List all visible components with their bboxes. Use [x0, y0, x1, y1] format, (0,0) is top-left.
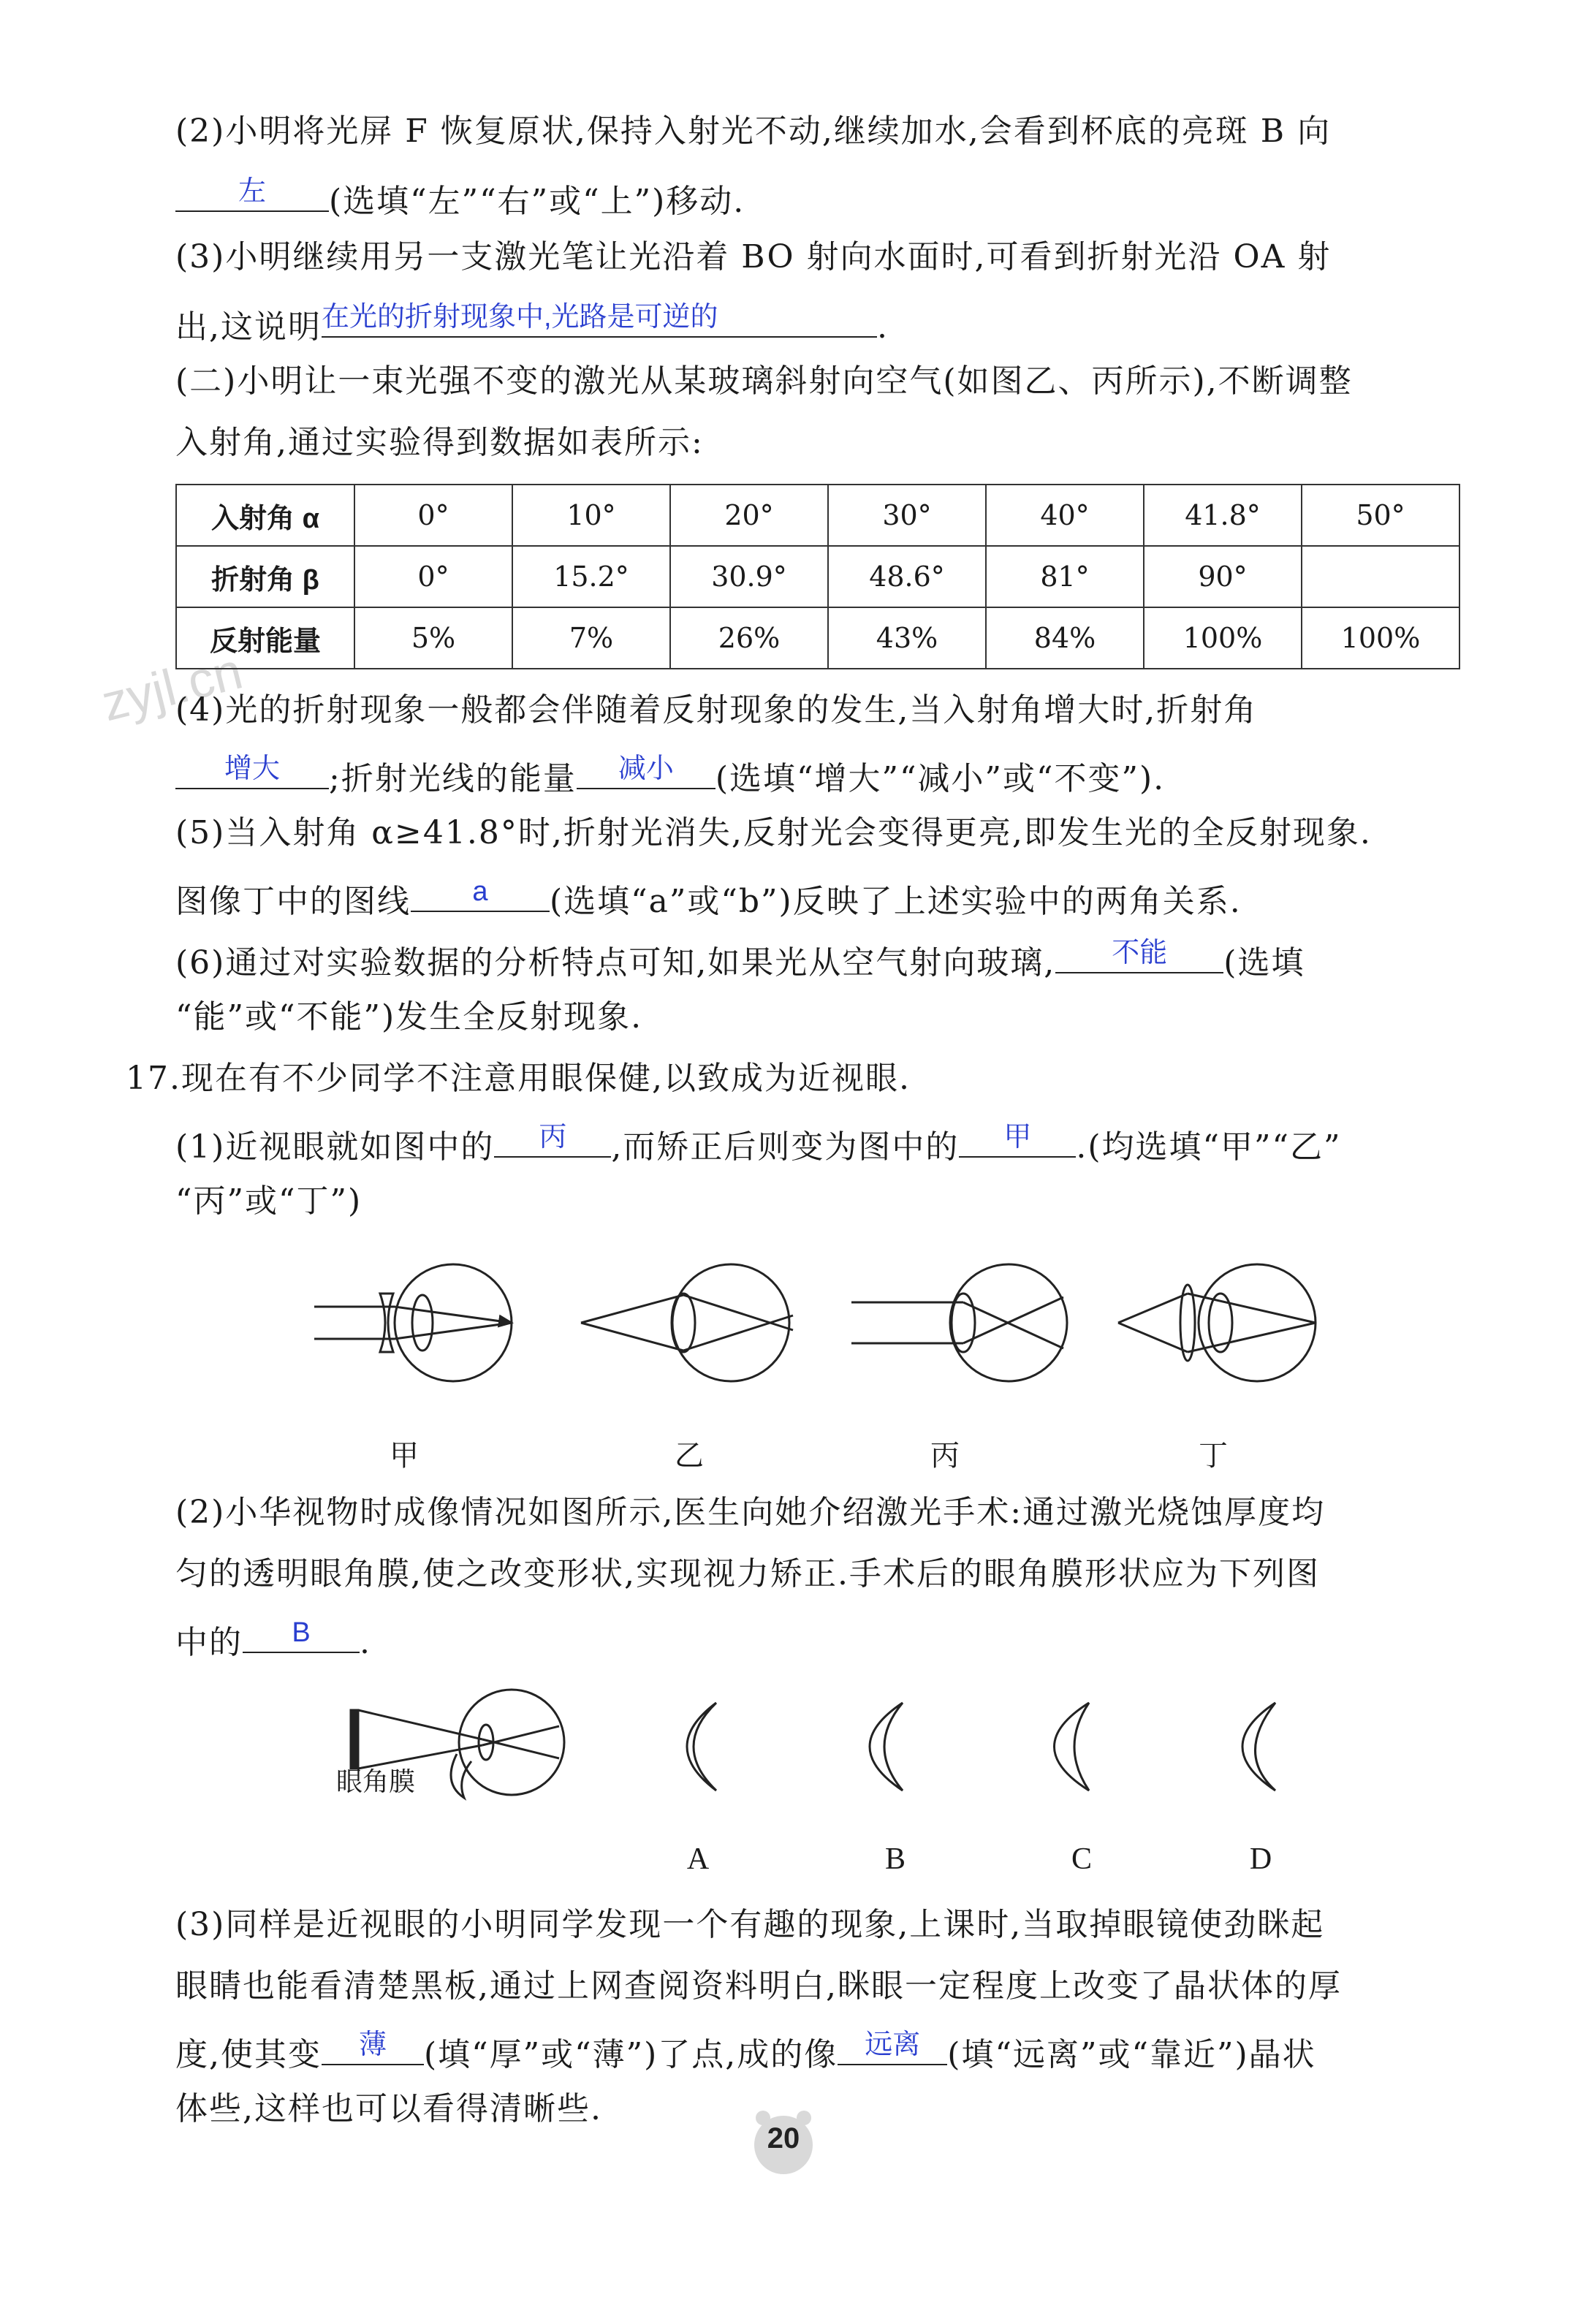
table-cell: 48.6° — [828, 546, 986, 607]
q17-p1-start: (1)近视眼就如图中的 — [175, 1128, 495, 1166]
q17-p2-line3 — [175, 1614, 371, 1665]
q16-p2-line2-rest: (选填“左”“右”或“上”)移动. — [329, 183, 745, 220]
q17-p3-line3-mid: (填“厚”或“薄”)了点,成的像 — [424, 2036, 838, 2073]
q16-p4-blank2[interactable] — [577, 750, 715, 789]
cornea-label: 眼角膜 — [336, 1766, 416, 1796]
q17-p2-answer: B — [292, 1617, 311, 1648]
q17-p1-blank1[interactable] — [494, 1118, 611, 1158]
eye-diagram-yi — [581, 1264, 793, 1381]
q16-p2-answer: 左 — [238, 176, 266, 207]
q17-p2-blank[interactable] — [243, 1614, 360, 1653]
watermark: zyjl.cn — [96, 642, 248, 732]
option-label-a: A — [686, 1842, 710, 1876]
q17-p3-blank1[interactable] — [322, 2026, 424, 2065]
q16-p4-line2 — [175, 750, 1165, 801]
option-label-d: D — [1249, 1842, 1272, 1876]
q16-p4-answer2: 减小 — [618, 753, 674, 784]
q16-p3-line2-end: . — [877, 308, 889, 346]
table-row-label: 入射角 α — [176, 485, 354, 546]
cornea-option-a — [687, 1703, 716, 1791]
q17-p3-line1: (3)同样是近视眼的小明同学发现一个有趣的现象,上课时,当取掉眼镜使劲眯起 — [175, 1906, 1325, 1943]
table-cell: 81° — [986, 546, 1144, 607]
q16-p5-answer: a — [472, 876, 488, 907]
q16-p4-mid: ;折射光线的能量 — [329, 760, 577, 797]
table-cell: 26% — [670, 607, 828, 669]
table-cell: 5% — [354, 607, 512, 669]
q16-p6-answer: 不能 — [1112, 938, 1168, 968]
q17-p1-end: .(均选填“甲”“乙” — [1076, 1128, 1342, 1166]
table-cell: 0° — [354, 546, 512, 607]
q17-p3-line3 — [175, 2026, 1316, 2077]
table-cell: 50° — [1302, 485, 1459, 546]
eye-diagram-ding — [1118, 1264, 1316, 1381]
q17-p2-line2: 匀的透明眼角膜,使之改变形状,实现视力矫正.手术后的眼角膜形状应为下列图 — [175, 1555, 1320, 1592]
q16-p6-blank[interactable] — [1055, 934, 1223, 973]
q17-p2-line3-start: 中的 — [175, 1624, 243, 1661]
q16-p6-line1-start: (6)通过对实验数据的分析特点可知,如果光从空气射向玻璃, — [175, 944, 1056, 981]
table-cell: 84% — [986, 607, 1144, 669]
option-label-c: C — [1071, 1842, 1092, 1876]
page-number: 20 — [767, 2122, 800, 2154]
q16-p2-line2 — [175, 172, 745, 224]
cornea-option-d — [1242, 1703, 1275, 1791]
table-row — [176, 485, 1459, 546]
table-cell: 100% — [1302, 607, 1459, 669]
table-row-label: 折射角 β — [176, 546, 354, 607]
table-cell: 7% — [512, 607, 670, 669]
q17-p3-blank2[interactable] — [838, 2026, 947, 2065]
cornea-diagrams — [0, 1688, 1583, 1849]
q17-p3-answer2: 远离 — [865, 2029, 921, 2060]
q16-p5-line2-end: (选填“a”或“b”)反映了上述实验中的两角关系. — [550, 883, 1242, 920]
q16-p3-line1: (3)小明继续用另一支激光笔让光沿着 BO 射向水面时,可看到折射光沿 OA 射 — [175, 238, 1332, 276]
q16-part2-line2: 入射角,通过实验得到数据如表所示: — [175, 424, 704, 461]
eye-caption-ding: 丁 — [1199, 1439, 1228, 1473]
eye-caption-bing: 丙 — [930, 1439, 960, 1473]
q16-p4-line1: (4)光的折射现象一般都会伴随着反射现象的发生,当入射角增大时,折射角 — [175, 691, 1258, 729]
q16-p3-line2 — [175, 298, 889, 349]
q17-p3-line2: 眼睛也能看清楚黑板,通过上网查阅资料明白,眯眼一定程度上改变了晶状体的厚 — [175, 1967, 1342, 2005]
eye-diagram-jia — [314, 1264, 512, 1381]
table-cell: 43% — [828, 607, 986, 669]
q16-part2-line1: (二)小明让一束光强不变的激光从某玻璃斜射向空气(如图乙、丙所示),不断调整 — [175, 362, 1353, 400]
q16-p2-blank[interactable] — [175, 172, 329, 212]
q16-p5-line2-start: 图像丁中的图线 — [175, 883, 411, 920]
cornea-option-c — [1055, 1703, 1090, 1791]
q17-p1-line2: “丙”或“丁”) — [175, 1182, 362, 1220]
q16-p6-line1-end: (选填 — [1223, 944, 1305, 981]
q16-p3-blank[interactable] — [322, 298, 877, 338]
option-label-b: B — [884, 1842, 906, 1876]
table-cell: 41.8° — [1144, 485, 1302, 546]
table-cell: 30.9° — [670, 546, 828, 607]
q17-p2-line1: (2)小华视物时成像情况如图所示,医生向她介绍激光手术:通过激光烧蚀厚度均 — [175, 1494, 1326, 1531]
q16-p3-line2-start: 出,这说明 — [175, 308, 322, 346]
table-cell: 0° — [354, 485, 512, 546]
table-cell: 100% — [1144, 607, 1302, 669]
q17-p1-blank2[interactable] — [959, 1118, 1076, 1158]
q17-p3-answer1: 薄 — [358, 2029, 387, 2060]
table-row-label: 反射能量 — [176, 607, 354, 669]
q17-p3-line3-end: (填“远离”或“靠近”)晶状 — [947, 2036, 1316, 2073]
q17-p3-line4: 体些,这样也可以看得清晰些. — [175, 2090, 602, 2127]
q16-p6-line2: “能”或“不能”)发生全反射现象. — [175, 998, 643, 1036]
q17-p1-mid: ,而矫正后则变为图中的 — [611, 1128, 960, 1166]
table-cell: 20° — [670, 485, 828, 546]
table-row — [176, 607, 1459, 669]
table-cell: 90° — [1144, 546, 1302, 607]
q16-p5-blank[interactable] — [411, 873, 550, 912]
q16-p4-answer1: 增大 — [224, 753, 280, 784]
q17-p1-answer1: 丙 — [539, 1122, 567, 1152]
q17-p2-line3-end: . — [360, 1624, 371, 1661]
table-row — [176, 546, 1459, 607]
table-cell: 30° — [828, 485, 986, 546]
q16-p5-line1: (5)当入射角 α≥41.8°时,折射光消失,反射光会变得更亮,即发生光的全反射现象. — [175, 814, 1372, 851]
angle-energy-table — [175, 484, 1460, 669]
eye-caption-jia: 甲 — [390, 1439, 419, 1473]
q17-p3-line3-start: 度,使其变 — [175, 2036, 322, 2073]
eye-diagrams — [0, 1257, 1583, 1476]
q17-p1-line1 — [175, 1118, 1341, 1169]
q16-p2-line1: (2)小明将光屏 F 恢复原状,保持入射光不动,继续加水,会看到杯底的亮斑 B 向 — [175, 113, 1332, 150]
eye-caption-yi: 乙 — [675, 1439, 704, 1473]
eye-diagram-bing — [851, 1264, 1067, 1381]
q16-p4-blank1[interactable] — [175, 750, 329, 789]
q16-p5-line2 — [175, 873, 1242, 924]
cornea-option-b — [870, 1703, 903, 1791]
q16-p3-answer: 在光的折射现象中,光路是可逆的 — [322, 302, 718, 333]
table-cell: 10° — [512, 485, 670, 546]
q16-p6-line1 — [175, 934, 1305, 985]
q17-stem: 17.现在有不少同学不注意用眼保健,以致成为近视眼. — [126, 1060, 911, 1097]
table-cell: 15.2° — [512, 546, 670, 607]
table-cell: 40° — [986, 485, 1144, 546]
table-cell — [1302, 546, 1459, 607]
q16-p4-end: (选填“增大”“减小”或“不变”). — [715, 760, 1166, 797]
q17-p1-answer2: 甲 — [1003, 1122, 1032, 1152]
